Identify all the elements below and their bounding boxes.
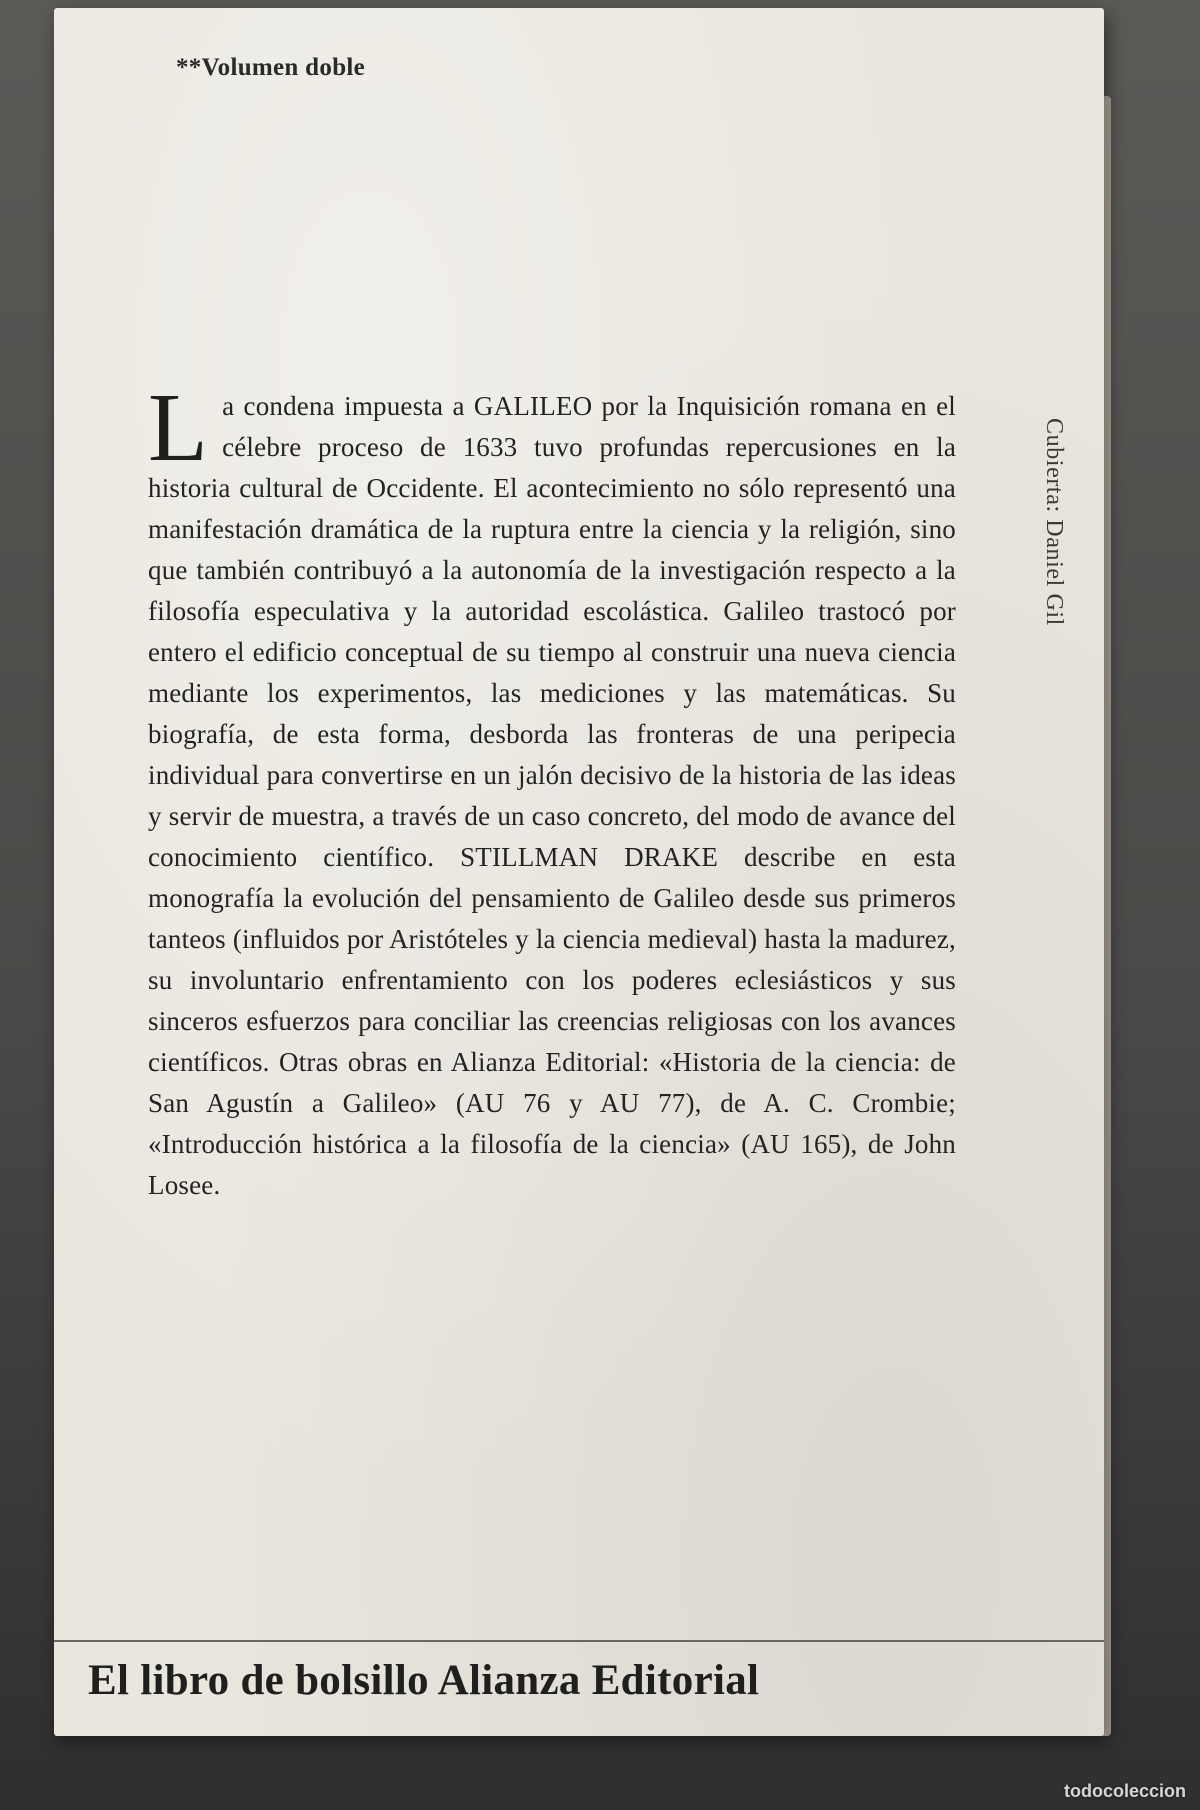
watermark: todocoleccion <box>1063 1781 1186 1801</box>
cover-blurb <box>148 374 956 1206</box>
cover-credit: Cubierta: Daniel Gil <box>1041 418 1067 626</box>
publisher-line: El libro de bolsillo Alianza Editorial <box>88 1657 760 1704</box>
drop-cap: L <box>148 374 209 482</box>
blurb-text: a condena impuesta a GALILEO por la Inquisición romana en el célebre proceso de 1633 tuvo profundas repercusiones en la historia cultural de Occidente. El acontecimiento no sólo representó una manifestación dramática de la ruptura entre la ciencia y la religión, sino que también contribuyó a la autonomía de la investigación respecto a la filosofía especulativa y la autoridad escolástica. Galileo trastocó por entero el edificio conceptual de su tiempo al construir una nueva ciencia mediante los experimentos, las mediciones y las matemáticas. Su biografía, de esta forma, desborda las fronteras de una peripecia individual para convertirse en un jalón decisivo de la historia de las ideas y servir de muestra, a través de un caso concreto, del modo de avance del conocimiento científico. STILLMAN DRAKE describe en esta monografía la evolución del pensamiento de Galileo desde sus primeros tanteos (influidos por Aristóteles y la ciencia medieval) hasta la madurez, su involuntario enfrentamiento con los poderes eclesiásticos y sus sinceros esfuerzos para conciliar las creencias religiosas con los avances científicos. Otras obras en Alianza Editorial: «Historia de la ciencia: de San Agustín a Galileo» (AU 76 y AU 77), de A. C. Crombie; «Introducción histórica a la filosofía de la ciencia» (AU 165), de John Losee. <box>148 391 956 1200</box>
footer-divider <box>54 1640 1104 1642</box>
volume-label: **Volumen doble <box>176 54 366 81</box>
